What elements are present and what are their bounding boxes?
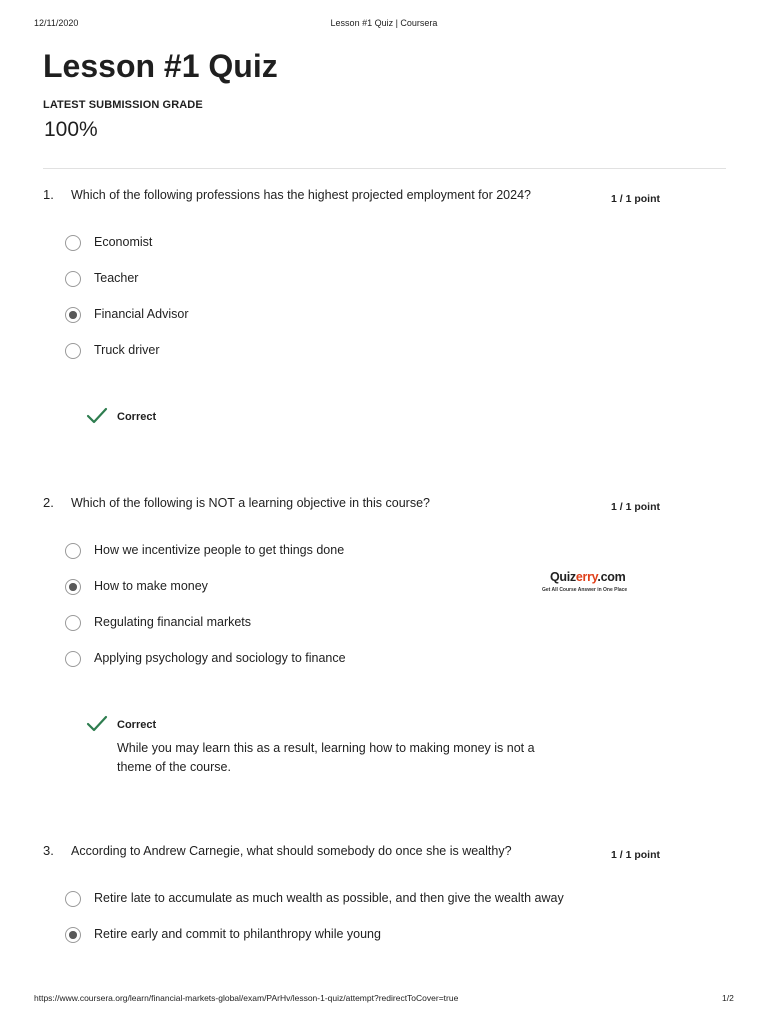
page-title: Lesson #1 Quiz bbox=[43, 48, 278, 84]
answer-option[interactable] bbox=[65, 927, 665, 947]
question-number: 3. bbox=[43, 843, 54, 858]
answer-option-label: Financial Advisor bbox=[94, 307, 189, 321]
question-points: 1 / 1 point bbox=[611, 849, 661, 861]
answer-option-label: How to make money bbox=[94, 579, 208, 593]
question-text: Which of the following is NOT a learning objective in this course? bbox=[71, 496, 430, 510]
radio-button[interactable] bbox=[65, 615, 81, 631]
question-number: 2. bbox=[43, 495, 54, 510]
grade-value: 100% bbox=[44, 118, 98, 141]
question-text: Which of the following professions has the highest projected employment for 2024? bbox=[71, 188, 531, 202]
question-3 bbox=[0, 843, 768, 953]
question-1 bbox=[0, 187, 768, 447]
radio-button[interactable] bbox=[65, 651, 81, 667]
question-number: 1. bbox=[43, 187, 54, 202]
checkmark-icon bbox=[86, 715, 108, 733]
answer-option[interactable] bbox=[65, 543, 665, 563]
question-points: 1 / 1 point bbox=[611, 193, 661, 205]
radio-button[interactable] bbox=[65, 343, 81, 359]
radio-button-selected[interactable] bbox=[65, 579, 81, 595]
answer-option-label: Teacher bbox=[94, 271, 139, 285]
question-text: According to Andrew Carnegie, what should somebody do once she is wealthy? bbox=[71, 844, 512, 858]
answer-option-label: How we incentivize people to get things done bbox=[94, 543, 345, 557]
watermark-brand: Quizerry.com bbox=[550, 570, 626, 584]
answer-option[interactable] bbox=[65, 271, 665, 291]
grade-label: LATEST SUBMISSION GRADE bbox=[43, 99, 203, 111]
radio-button[interactable] bbox=[65, 271, 81, 287]
answer-option[interactable] bbox=[65, 307, 665, 327]
answer-option[interactable] bbox=[65, 615, 665, 635]
question-points: 1 / 1 point bbox=[611, 501, 661, 513]
answer-option-label: Retire late to accumulate as much wealth as possible, and then give the wealth away bbox=[94, 891, 564, 905]
print-document-title: Lesson #1 Quiz | Coursera bbox=[330, 18, 438, 28]
radio-button[interactable] bbox=[65, 235, 81, 251]
answer-option-label: Applying psychology and sociology to finance bbox=[94, 651, 346, 665]
watermark-tagline: Get All Course Answer in One Place bbox=[542, 587, 628, 593]
quizerry-watermark-logo bbox=[540, 570, 640, 600]
radio-button-selected[interactable] bbox=[65, 307, 81, 323]
radio-button[interactable] bbox=[65, 543, 81, 559]
radio-button-selected[interactable] bbox=[65, 927, 81, 943]
answer-option-label: Retire early and commit to philanthropy while young bbox=[94, 927, 381, 941]
feedback-title: Correct bbox=[117, 411, 157, 423]
checkmark-icon bbox=[86, 407, 108, 425]
answer-option-label: Economist bbox=[94, 235, 153, 249]
print-url: https://www.coursera.org/learn/financial-markets-global/exam/PArHv/lesson-1-quiz/attempt?redirectToCover=true bbox=[34, 993, 459, 1003]
radio-button[interactable] bbox=[65, 891, 81, 907]
answer-option-label: Truck driver bbox=[94, 343, 160, 357]
print-date: 12/11/2020 bbox=[34, 18, 79, 28]
feedback-explanation: While you may learn this as a result, learning how to making money is not a theme of the course. bbox=[117, 741, 535, 774]
header-divider bbox=[43, 168, 726, 169]
question-2 bbox=[0, 495, 768, 795]
answer-option-label: Regulating financial markets bbox=[94, 615, 252, 629]
answer-option[interactable] bbox=[65, 235, 665, 255]
answer-option[interactable] bbox=[65, 651, 665, 671]
feedback-title: Correct bbox=[117, 719, 157, 731]
print-page-number: 1/2 bbox=[722, 993, 734, 1003]
answer-option[interactable] bbox=[65, 343, 665, 363]
answer-option[interactable] bbox=[65, 891, 665, 911]
print-header bbox=[0, 18, 768, 32]
